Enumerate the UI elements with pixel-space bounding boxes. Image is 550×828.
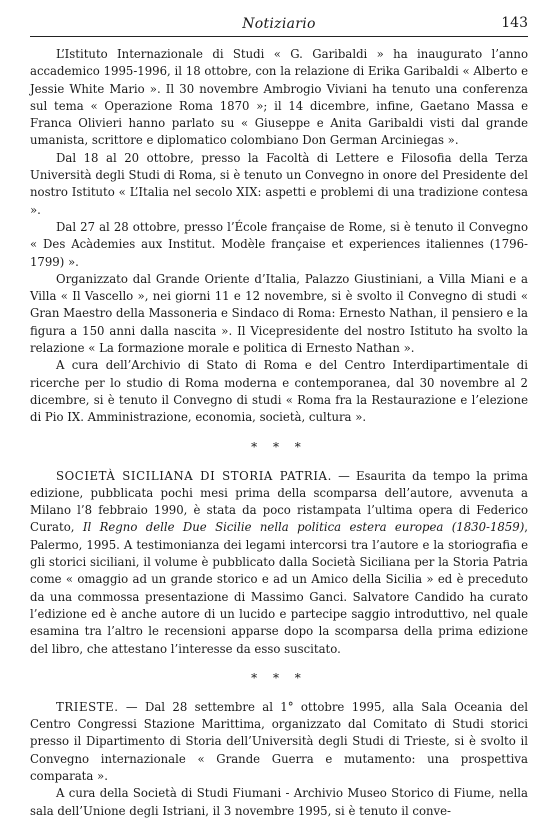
book-title: Il Regno delle Due Sicilie nella politica estera europea (1830-1859) <box>82 520 525 535</box>
section-heading: SOCIETÀ SICILIANA DI STORIA PATRIA. <box>56 468 332 483</box>
section-separator: * * * <box>251 439 307 454</box>
running-title: Notiziario <box>242 16 316 32</box>
paragraph: A cura dell’Archivio di Stato di Roma e del Centro Interdipartimentale di ricerche per lo studio di Roma moderna e contemporanea, dal 30 novembre al 2 dicembre, si è tenuto il Convegno di studi « Roma fra la Restaurazione e l’elezione di Pio IX. Amministrazione, economia, società, cultura ». <box>30 358 528 425</box>
page-number: 143 <box>501 15 528 31</box>
paragraph-text: — Esaurita da tempo la prima edizione, pubblicata pochi mesi prima della scomparsa dell’autore, avvenuta a Milano l’8 febbraio 1990, è stata da poco ristampata l’ultima opera di Federico Curato, <box>30 468 528 535</box>
paragraph: Dal 18 al 20 ottobre, presso la Facoltà di Lettere e Filosofia della Terza Università degli Studi di Roma, si è tenuto un Convegno in onore del Presidente del nostro Istituto « L’Italia nel secolo XIX: aspetti e problemi di una tradizione contesa ». <box>30 150 528 217</box>
section-paragraph <box>30 468 528 658</box>
paragraph-text: , Palermo, 1995. A testimonianza dei legami intercorsi tra l’autore e la storiografia e gli storici siciliani, il volume è pubblicato dalla Società Siciliana per la Storia Patria come « omaggio ad un grande storico e ad un Amico della Sicilia » ed è preceduto da una commossa presentazione di Massimo Ganci. Salvatore Candido ha curato l’edizione ed è anche autore di un lucido e partecipe saggio introduttivo, nel quale esamina tra l’altro le recensioni apparse dopo la scomparsa della prima edizione del libro, che attestano l’interesse da esso suscitato. <box>30 520 528 656</box>
body-text <box>30 46 528 820</box>
paragraph: Organizzato dal Grande Oriente d’Italia, Palazzo Giustiniani, a Villa Miani e a Villa « Il Vascello », nei giorni 11 e 12 novembre, si è svolto il Convegno di studi « Gran Maestro della Massoneria e Sindaco di Roma: Ernesto Nathan, il pensiero e la figura a 150 anni dalla nascita ». Il Vicepresidente del nostro Istituto ha svolto la relazione « La formazione morale e politica di Ernesto Nathan ». <box>30 271 528 356</box>
section-separator: * * * <box>251 670 307 685</box>
section-heading: TRIESTE. <box>56 699 119 714</box>
paragraph-text: — Dal 28 settembre al 1° ottobre 1995, alla Sala Oceania del Centro Congressi Stazione Marittima, organizzato dal Comitato di Studi storici presso il Dipartimento di Storia dell’Università degli Studi di Trieste, si è svolto il Convegno internazionale « Grande Guerra e mutamento: una prospettiva comparata ». <box>30 699 528 783</box>
running-header <box>30 8 528 37</box>
paragraph: Dal 27 al 28 ottobre, presso l’École française de Rome, si è tenuto il Convegno « Des Acàdemies aux Institut. Modèle française et experiences italiennes (1796-1799) ». <box>30 219 528 269</box>
paragraph: L’Istituto Internazionale di Studi « G. Garibaldi » ha inaugurato l’anno accademico 1995-1996, il 18 ottobre, con la relazione di Erika Garibaldi « Alberto e Jessie White Mario ». Il 30 novembre Ambrogio Viviani ha tenuto una conferenza sul tema « Operazione Roma 1870 »; il 14 dicembre, infine, Gaetano Massa e Franca Olivieri hanno parlato su « Giuseppe e Anita Garibaldi visti dal grande umanista, scrittore e diplomatico colombiano Don German Arciniegas ». <box>30 47 528 148</box>
section-paragraph <box>30 699 528 785</box>
paragraph: A cura della Società di Studi Fiumani - Archivio Museo Storico di Fiume, nella sala dell’Unione degli Istriani, il 3 novembre 1995, si è tenuto il conve- <box>30 786 528 818</box>
